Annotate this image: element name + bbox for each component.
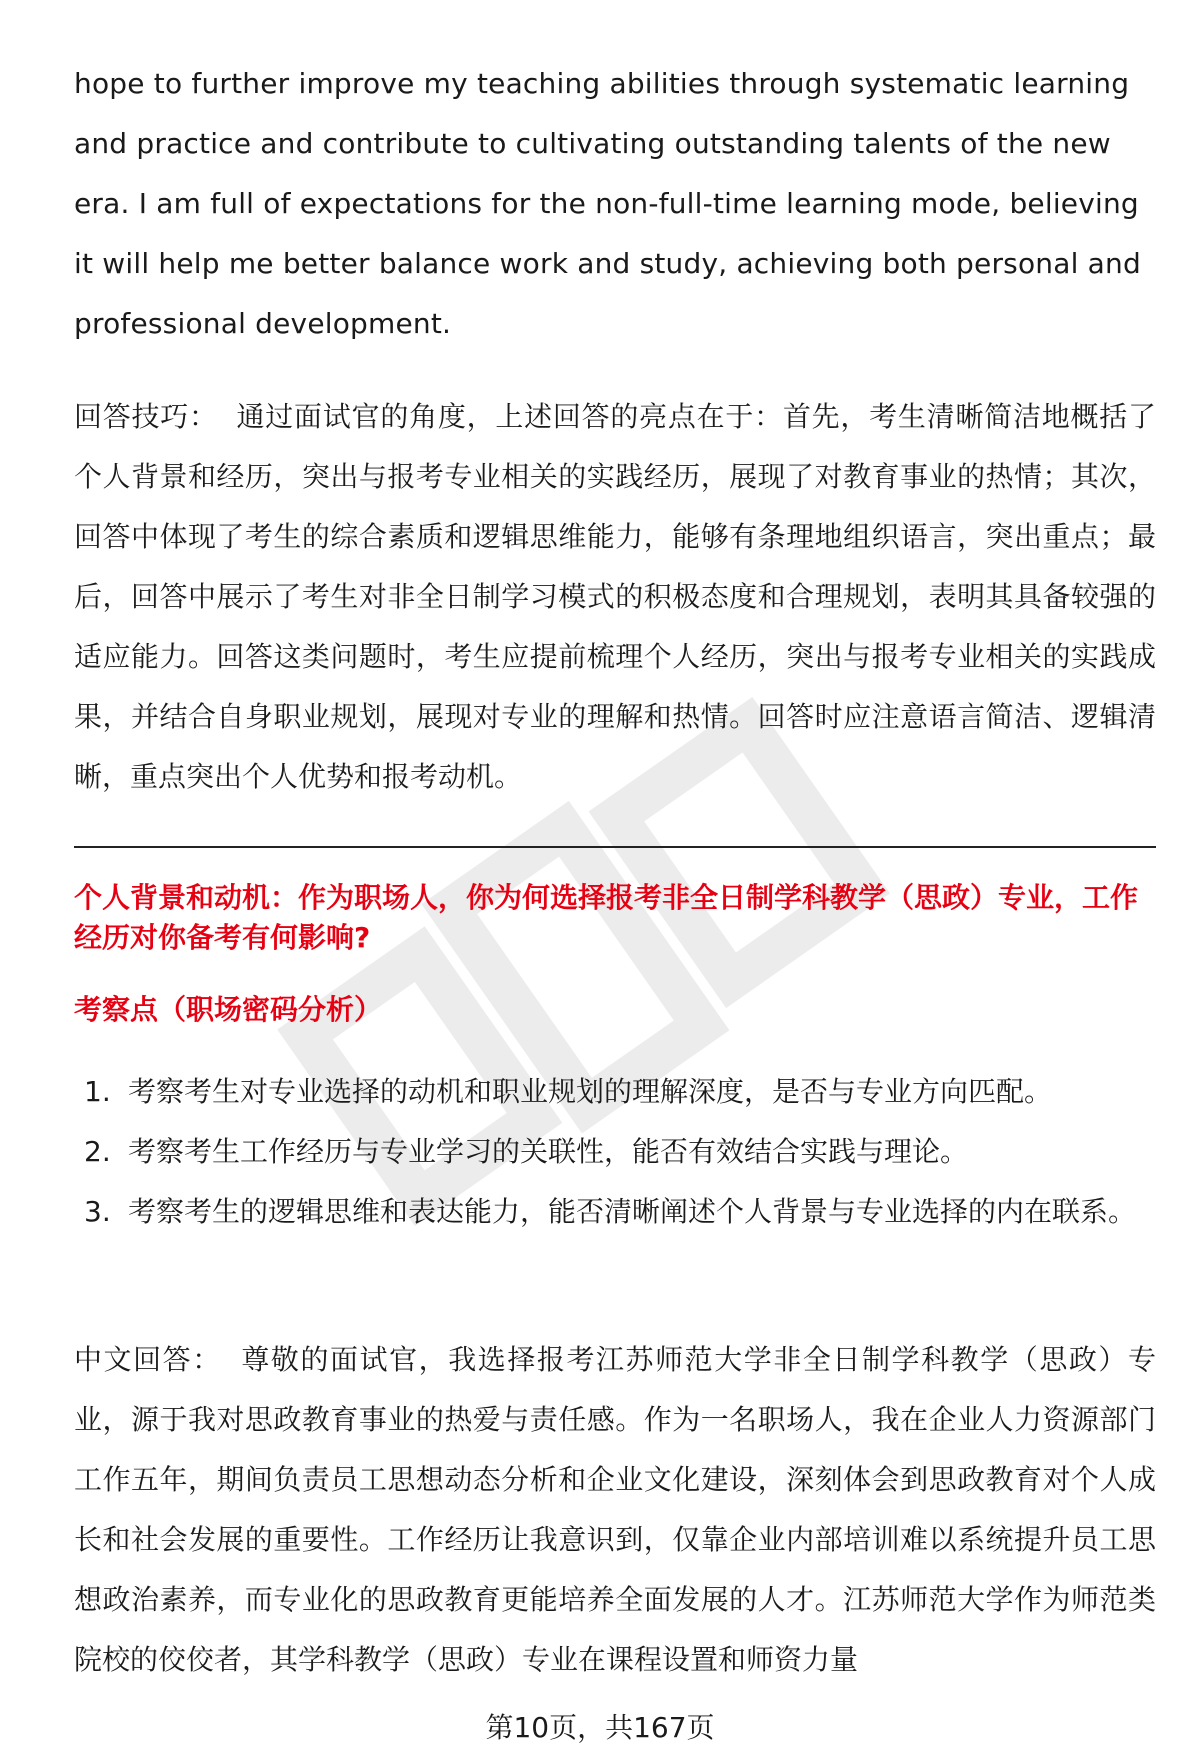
list-item-number: 3. <box>84 1195 111 1228</box>
answer-section <box>74 1330 1156 1690</box>
list-item <box>74 1182 1156 1242</box>
list-item-text: 考察考生对专业选择的动机和职业规划的理解深度，是否与专业方向匹配。 <box>128 1075 1053 1108</box>
tips-paragraph <box>74 387 1156 807</box>
list-item-text: 考察考生工作经历与专业学习的关联性，能否有效结合实践与理论。 <box>128 1135 969 1168</box>
page-number-footer: 第10页，共167页 <box>485 1711 715 1744</box>
list-item <box>74 1122 1156 1182</box>
answer-label: 中文回答： <box>74 1343 222 1376</box>
answer-paragraph <box>74 1330 1156 1690</box>
list-item-text: 考察考生的逻辑思维和表达能力，能否清晰阐述个人背景与专业选择的内在联系。 <box>128 1195 1137 1228</box>
exam-points-list <box>74 1062 1156 1242</box>
list-item-number: 1. <box>84 1075 111 1108</box>
tips-label: 回答技巧： <box>74 400 218 433</box>
exam-points-title: 考察点（职场密码分析） <box>74 993 383 1026</box>
list-item-number: 2. <box>84 1135 111 1168</box>
tips-text: 通过面试官的角度，上述回答的亮点在于：首先，考生清晰简洁地概括了个人背景和经历，突出与报考专业相关的实践经历，展现了对教育事业的热情；其次，回答中体现了考生的综合素质和逻辑思维能力，能够有条理地组织语言，突出重点；最后，回答中展示了考生对非全日制学习模式的积极态度和合理规划，表明其具备较强的适应能力。回答这类问题时，考生应提前梳理个人经历，突出与报考专业相关的实践成果，并结合自身职业规划，展现对专业的理解和热情。回答时应注意语言简洁、逻辑清晰，重点突出个人优势和报考动机。 <box>74 400 1156 793</box>
question-heading: 个人背景和动机：作为职场人，你为何选择报考非全日制学科教学（思政）专业，工作经历对你备考有何影响? <box>74 881 1139 954</box>
answer-text: 尊敬的面试官，我选择报考江苏师范大学非全日制学科教学（思政）专业，源于我对思政教育事业的热爱与责任感。作为一名职场人，我在企业人力资源部门工作五年，期间负责员工思想动态分析和企业文化建设，深刻体会到思政教育对个人成长和社会发展的重要性。工作经历让我意识到，仅靠企业内部培训难以系统提升员工思想政治素养，而专业化的思政教育更能培养全面发展的人才。江苏师范大学作为师范类院校的佼佼者，其学科教学（思政）专业在课程设置和师资力量 <box>74 1343 1156 1676</box>
list-item <box>74 1062 1156 1122</box>
page-body <box>74 54 1156 807</box>
section-divider <box>74 846 1156 848</box>
intro-paragraph: hope to further improve my teaching abilities through systematic learning and practice and contribute to cultivating outstanding talents of the new era. I am full of expectations for the non-full-time learning mode, believing it will help me better balance work and study, achieving both personal and professional development. <box>74 67 1141 340</box>
